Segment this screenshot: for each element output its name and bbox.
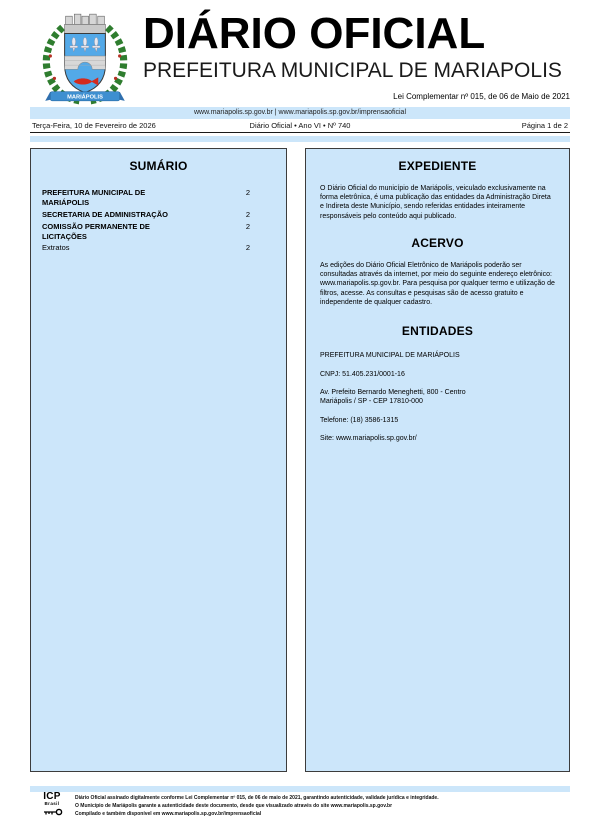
entity-address-line1: Av. Prefeito Bernardo Meneghetti, 800 - Centro (320, 388, 466, 396)
acervo-title: ACERVO (411, 235, 464, 250)
footer-line-1: Diário Oficial assinado digitalmente conforme Lei Complementar nº 015, de 06 de maio de 2021, garantindo autenticidade, validade jurídica e integridade. (75, 795, 439, 801)
expediente-title: EXPEDIENTE (398, 159, 477, 173)
summary-box (30, 148, 287, 772)
acervo-text: As edições do Diário Oficial Eletrônico de Mariápolis poderão ser consultadas através da internet, por meio do seguinte endereço eletrônico: www.mariapolis.sp.gov.br. Para pesquisa por qualquer termo e utilização de filtros, acesse. As consultas e pesquisas são de acesso gratuito e independente de qualquer cadastro. (320, 261, 555, 306)
footer-line-3: Compilado e também disponível em www.mariapolis.sp.gov.br/imprensaoficial (75, 811, 262, 817)
expediente-box (305, 148, 570, 772)
entity-address (320, 388, 555, 407)
summary-list (31, 188, 286, 253)
entity-name: PREFEITURA MUNICIPAL DE MARIÁPOLIS (320, 352, 460, 360)
ribbon (45, 92, 125, 101)
summary-item (42, 222, 250, 242)
summary-item-page: 2 (245, 243, 250, 253)
summary-item-label: COMISSÃO PERMANENTE DE LICITAÇÕES (42, 221, 150, 241)
municipal-coat-of-arms-logo (34, 7, 136, 107)
entity-site: Site: www.mariapolis.sp.gov.br/ (320, 435, 417, 443)
footer-legal-text (75, 794, 545, 818)
expediente-text: O Diário Oficial do município de Mariápolis, veiculado exclusivamente na forma eletrônica, é uma publicação das entidades da Administração Direta e Indireta deste Município, sendo referidas entidades inteiramente responsáveis pelo conteúdo aqui publicado. (320, 185, 551, 220)
gazette-title: DIÁRIO OFICIAL (143, 9, 486, 58)
summary-item-label: Extratos (42, 243, 70, 253)
law-reference: Lei Complementar nº 015, de 06 de Maio de 2021 (393, 92, 570, 101)
edition-info-row (30, 119, 570, 133)
entity-address-line2: Mariápolis / SP - CEP 17810-000 (320, 398, 423, 406)
footer-divider-bar (30, 786, 570, 792)
websites-bar: www.mariapolis.sp.gov.br | www.mariapolis.sp.gov.br/imprensaoficial (30, 107, 570, 119)
crown (65, 14, 106, 33)
divider-bar (30, 136, 570, 142)
summary-title: SUMÁRIO (129, 159, 188, 173)
footer-line-2: O Município de Mariápolis garante a autenticidade deste documento, desde que visualizado através do site www.mariapolis.sp.gov.br (75, 803, 393, 809)
icp-logo-text: ICP (43, 791, 61, 802)
summary-item-label: SECRETARIA DE ADMINISTRAÇÃO (42, 209, 168, 219)
entidades-title: ENTIDADES (401, 324, 474, 339)
entity-cnpj: CNPJ: 51.405.231/0001-16 (320, 370, 405, 378)
key-icon (41, 808, 63, 816)
entity-phone: Telefone: (18) 3586-1315 (320, 416, 399, 424)
summary-item-page: 2 (245, 188, 250, 197)
summary-item-page: 2 (245, 221, 250, 231)
icp-brasil-logo (37, 792, 67, 816)
summary-item-page: 2 (245, 209, 250, 219)
ribbon-text: MARIÁPOLIS (67, 94, 103, 101)
summary-item (42, 243, 250, 253)
summary-item-label: PREFEITURA MUNICIPAL DE MARIÁPOLIS (42, 188, 146, 207)
fleur-de-lis-group (70, 37, 101, 51)
edition-date: Terça-Feira, 10 de Fevereiro de 2026 (32, 121, 156, 130)
page-indicator: Página 1 de 2 (521, 121, 569, 130)
masthead (143, 9, 573, 82)
gazette-subtitle: PREFEITURA MUNICIPAL DE MARIAPOLIS (143, 58, 562, 82)
summary-item (42, 210, 250, 220)
summary-item (42, 188, 250, 208)
edition-number: Diário Oficial • Ano VI • Nº 740 (249, 121, 351, 130)
icp-brasil-text: Brasil (44, 801, 60, 806)
